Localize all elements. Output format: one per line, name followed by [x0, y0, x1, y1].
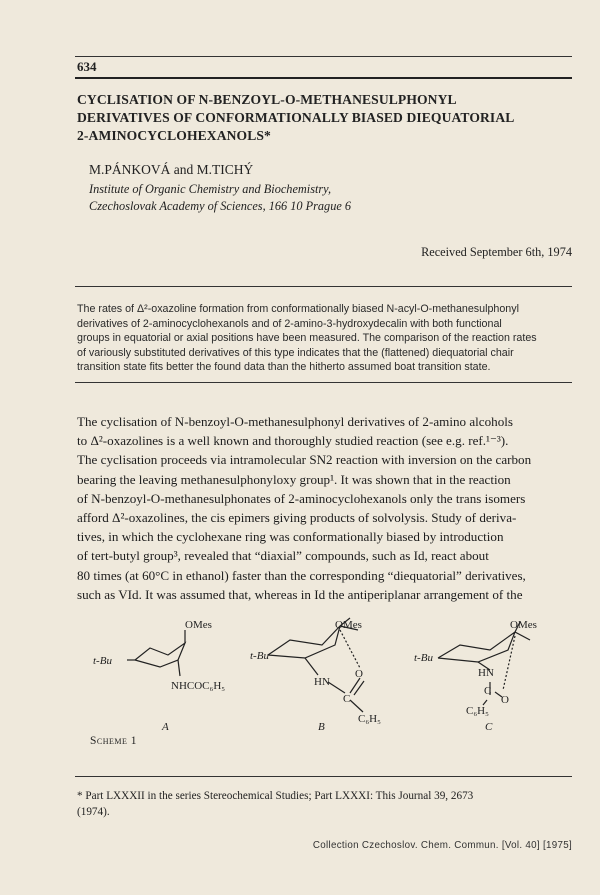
body-line: 80 times (at 60°C in ethanol) faster than the corresponding “diequatorial” derivatives,: [77, 567, 526, 583]
abstract-rule-top: [75, 286, 572, 287]
header-rule-bottom: [75, 77, 572, 79]
received-date: Received September 6th, 1974: [421, 245, 572, 259]
structure-b-c: C: [343, 693, 351, 705]
authors: M.PÁNKOVÁ and M.TICHÝ: [89, 162, 254, 177]
structure-a-label: A: [162, 721, 169, 733]
structure-a-tbu: t-Bu: [93, 655, 112, 667]
body-text: [77, 412, 572, 604]
footnote-rule: [75, 776, 572, 777]
structure-b-bond-cph: [350, 700, 363, 712]
body-line: tives, in which the cyclohexane ring was conformationally biased by introduction: [77, 529, 504, 545]
title-line: 2-AMINOCYCLOHEXANOLS*: [77, 128, 271, 143]
body-line: of N-benzoyl-O-methanesulphonates of 2-aminocyclohexanols only the trans isomers: [77, 490, 526, 506]
title-line: CYCLISATION OF N-BENZOYL-O-METHANESULPHONYL: [77, 92, 457, 107]
structure-b-bond-co2: [354, 681, 364, 695]
header-rule-top: [75, 56, 572, 57]
abstract-rule-bottom: [75, 382, 572, 383]
structure-b-tbu: t-Bu: [250, 650, 269, 662]
journal-footer: Collection Czechoslov. Chem. Commun. [Vol. 40] [1975]: [312, 840, 572, 851]
structure-c-bond-methyl: [515, 632, 530, 640]
structure-a-omes: OMes: [185, 619, 212, 631]
structure-b-o: O: [355, 668, 363, 680]
structure-c-c: C: [484, 685, 492, 697]
structure-c-partial-bond: [503, 636, 515, 690]
structure-a-nhcoc6h5: NHCOC₆H₅: [171, 680, 226, 692]
body-line: The cyclisation of N-benzoyl-O-methanesulphonyl derivatives of 2-amino alcohols: [77, 414, 513, 429]
structure-c-o: O: [501, 694, 509, 706]
structure-c-c6h5: C₆H₅: [466, 705, 489, 717]
structure-b-omes: OMes: [335, 619, 362, 631]
scheme-label: Scheme 1: [90, 735, 138, 747]
abstract: [77, 302, 572, 375]
body-line: to Δ²-oxazolines is a well known and thoroughly studied reaction (see e.g. ref.¹⁻³).: [77, 433, 509, 449]
structure-b-bond-co: [350, 678, 360, 693]
footnote: [77, 788, 572, 820]
body-line: The cyclisation proceeds via intramolecular SN2 reaction with inversion on the carbon: [77, 452, 532, 468]
structure-a-ring: [135, 643, 185, 667]
abstract-line: transition state fits better the found data than the hitherto assumed boat transition state.: [77, 361, 491, 373]
footnote-line: (1974).: [77, 806, 110, 818]
affiliation-line: Czechoslovak Academy of Sciences, 166 10 Prague 6: [89, 199, 352, 213]
page-number: 634: [77, 59, 97, 74]
body-line: such as VId. It was assumed that, whereas in Id the antiperiplanar arrangement of the: [77, 586, 523, 602]
structure-b-bond-nc: [328, 682, 345, 693]
structure-b-ring: [268, 626, 340, 658]
article-title: [77, 91, 567, 145]
abstract-line: derivatives of 2-aminocyclohexanols and of 2-amino-3-hydroxydecalin with both functional: [77, 317, 502, 330]
footnote-line: * Part LXXXII in the series Stereochemical Studies; Part LXXXI: This Journal 39, 2673: [77, 790, 474, 802]
affiliation-line: Institute of Organic Chemistry and Biochemistry,: [89, 182, 332, 196]
structure-c-hn: HN: [478, 667, 494, 679]
abstract-line: of variously substituted derivatives of this type indicates that the (flattened) diequatorial chair: [77, 346, 514, 359]
structure-b-hn: HN: [314, 676, 330, 688]
structure-a-bond-nh: [178, 660, 180, 676]
structure-b-label: B: [318, 721, 325, 733]
structure-c-label: C: [485, 721, 493, 733]
structure-b-bond-n: [305, 658, 318, 675]
structure-c-tbu: t-Bu: [414, 652, 433, 664]
body-line: bearing the leaving methanesulphonyloxy group¹. It was shown that in the reaction: [77, 471, 511, 487]
title-line: DERIVATIVES OF CONFORMATIONALLY BIASED DIEQUATORIAL: [77, 110, 515, 125]
body-line: of tert-butyl group³, revealed that “diaxial” compounds, such as Id, react about: [77, 548, 489, 564]
structure-b-partial-bond: [340, 630, 360, 668]
body-line: afford Δ²-oxazolines, the cis epimers giving products of solvolysis. Study of deriva-: [77, 510, 517, 526]
structure-b-c6h5: C₆H₅: [358, 713, 381, 725]
affiliation: [89, 181, 559, 215]
structure-c-omes: OMes: [510, 619, 537, 631]
abstract-line: groups in equatorial or axial positions have been measured. The comparison of the reaction rates: [77, 332, 537, 344]
abstract-line: The rates of Δ²-oxazoline formation from conformationally biased N-acyl-O-methanesulphonyl: [77, 303, 519, 315]
structure-c-ring: [438, 632, 515, 662]
